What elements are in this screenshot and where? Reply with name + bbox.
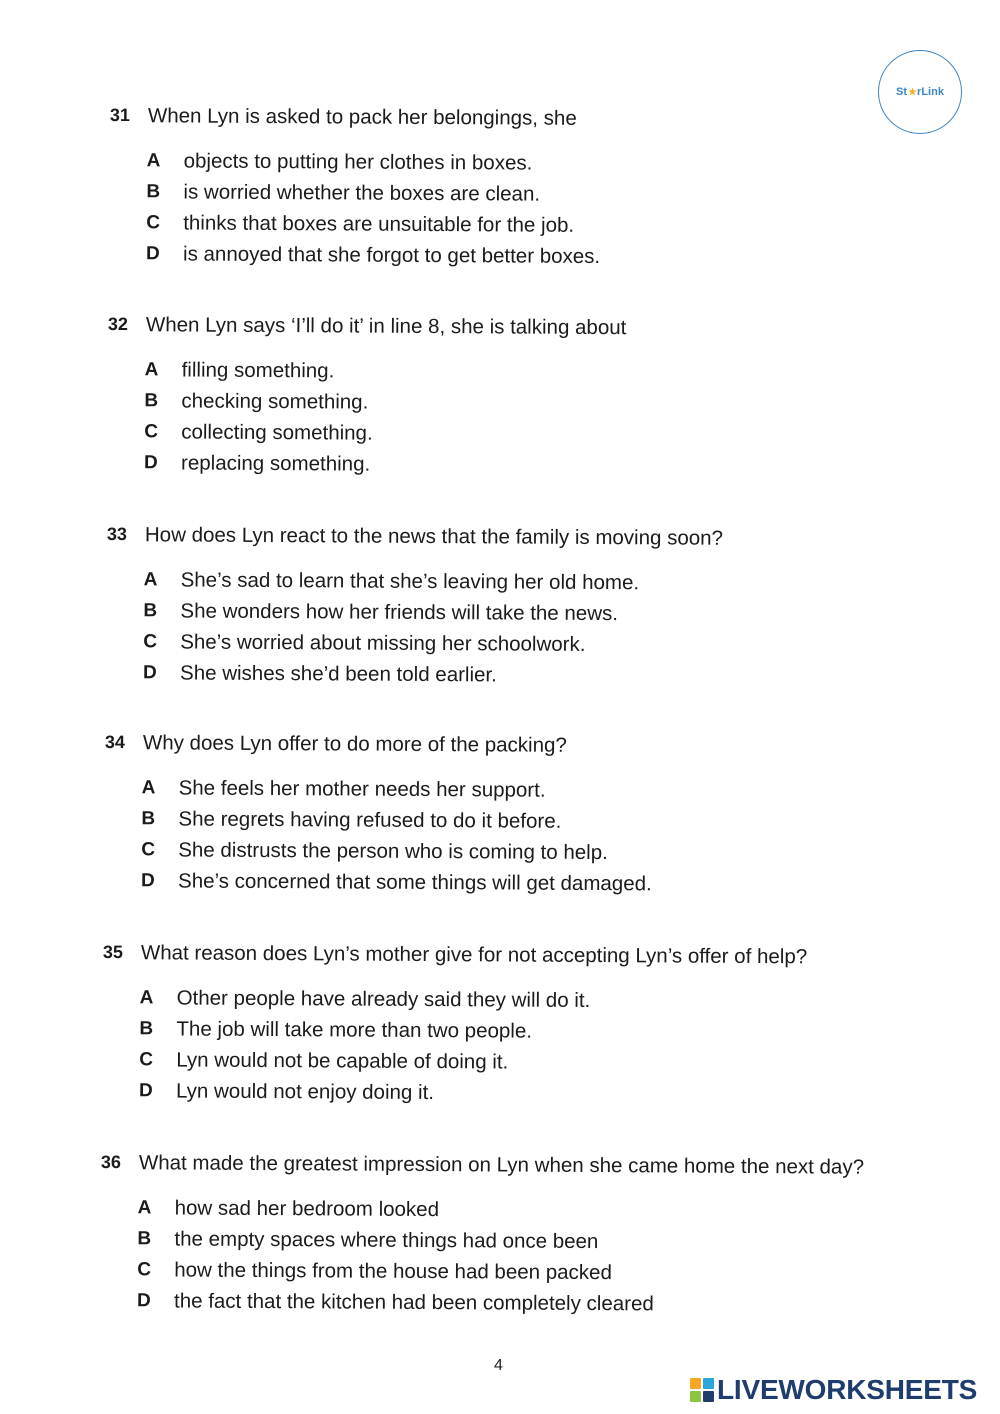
option-letter: B [146, 181, 161, 203]
option-letter: A [144, 359, 159, 381]
question-stem-row [108, 309, 627, 343]
option-text: the fact that the kitchen had been completely cleared [173, 1289, 654, 1316]
question-stem: How does Lyn react to the news that the family is moving soon? [144, 523, 724, 550]
option-letter: C [143, 631, 158, 653]
option-letter: A [146, 150, 161, 172]
question-number: 34 [104, 731, 126, 753]
option-letter: B [137, 1228, 152, 1250]
option-c [143, 626, 722, 661]
icon-tile [703, 1378, 714, 1389]
option-text: She’s concerned that some things will get damaged. [177, 869, 652, 896]
icon-tile [690, 1391, 701, 1402]
question-stem: What made the greatest impression on Lyn when she came home the next day? [138, 1151, 865, 1179]
question-36 [100, 1147, 864, 1321]
option-text: She’s sad to learn that she’s leaving her old home. [180, 568, 640, 595]
option-text: Lyn would not enjoy doing it. [175, 1079, 435, 1105]
option-text: is annoyed that she forgot to get better boxes. [182, 242, 601, 268]
question-34 [104, 727, 653, 899]
option-text: thinks that boxes are unsuitable for the job. [183, 211, 575, 237]
question-stem: Why does Lyn offer to do more of the packing? [142, 731, 567, 757]
question-stem-row [105, 727, 653, 761]
question-stem-row [110, 100, 601, 134]
option-b [141, 803, 652, 837]
question-stem-row [107, 519, 723, 554]
option-c [146, 207, 600, 241]
question-number: 33 [106, 523, 128, 545]
option-text: objects to putting her clothes in boxes. [183, 149, 533, 175]
option-letter: B [139, 1018, 154, 1040]
page-number: 4 [494, 1357, 503, 1374]
question-number: 36 [100, 1151, 122, 1173]
option-letter: C [137, 1259, 152, 1281]
option-letter: D [140, 870, 155, 892]
option-letter: C [139, 1049, 154, 1071]
option-letter: D [142, 662, 157, 684]
option-text: collecting something. [181, 420, 373, 445]
option-c [139, 1044, 806, 1079]
option-letter: B [141, 808, 156, 830]
option-text: Other people have already said they will do it. [176, 986, 591, 1012]
liveworksheets-icon [690, 1378, 714, 1402]
option-d [141, 865, 652, 899]
option-d [137, 1285, 863, 1320]
option-letter: C [144, 421, 159, 443]
answer-options [106, 564, 723, 692]
option-text: how the things from the house had been packed [174, 1258, 612, 1285]
option-letter: D [136, 1290, 151, 1312]
option-b [143, 595, 722, 630]
question-stem-row [103, 937, 807, 972]
option-a [140, 982, 807, 1017]
logo-wordmark [896, 86, 944, 98]
option-text: She regrets having refused to do it before. [178, 807, 562, 833]
option-text: how sad her bedroom looked [174, 1196, 440, 1222]
option-text: She wonders how her friends will take the news. [180, 599, 619, 626]
answer-options [104, 772, 652, 899]
question-number: 32 [107, 313, 129, 335]
option-c [141, 834, 652, 868]
option-c [144, 416, 626, 450]
option-letter: A [139, 987, 154, 1009]
answer-options [109, 145, 601, 272]
option-letter: C [146, 212, 161, 234]
question-number: 35 [102, 941, 124, 963]
option-letter: A [141, 777, 156, 799]
option-a [144, 564, 723, 599]
option-letter: D [145, 243, 160, 265]
question-31 [109, 100, 601, 272]
option-a [147, 145, 601, 179]
option-text: checking something. [181, 389, 369, 414]
question-stem-row [101, 1147, 864, 1183]
question-stem: When Lyn says ‘I’ll do it’ in line 8, she is talking about [145, 313, 627, 340]
option-text: is worried whether the boxes are clean. [183, 180, 541, 206]
question-stem: What reason does Lyn’s mother give for not accepting Lyn’s offer of help? [140, 941, 808, 969]
option-text: the empty spaces where things had once been [174, 1227, 599, 1254]
option-text: She wishes she’d been told earlier. [179, 661, 497, 687]
answer-options [107, 354, 626, 481]
option-letter: A [143, 569, 158, 591]
brand-wordmark: LIVEWORKSHEETS [717, 1374, 978, 1405]
option-a [142, 772, 653, 806]
liveworksheets-brand [690, 1374, 977, 1406]
option-text: filling something. [181, 358, 335, 383]
option-b [144, 385, 626, 419]
option-b [146, 176, 600, 210]
option-b [137, 1223, 863, 1258]
question-number: 31 [109, 104, 131, 126]
starlink-logo [878, 50, 962, 134]
option-text: She distrusts the person who is coming to help. [178, 838, 608, 865]
question-stem: When Lyn is asked to pack her belongings, she [147, 104, 577, 130]
option-letter: D [143, 452, 158, 474]
question-35 [102, 937, 807, 1110]
logo-suffix: rLink [917, 86, 944, 98]
option-text: She’s worried about missing her schoolwork. [180, 630, 586, 656]
option-text: She feels her mother needs her support. [178, 776, 546, 802]
option-b [139, 1013, 806, 1048]
icon-tile [703, 1391, 714, 1402]
option-c [137, 1254, 863, 1289]
option-d [144, 447, 626, 481]
option-text: Lyn would not be capable of doing it. [176, 1048, 509, 1074]
question-33 [106, 519, 723, 692]
option-letter: D [138, 1080, 153, 1102]
question-32 [107, 309, 627, 481]
option-a [138, 1192, 864, 1227]
answer-options [102, 982, 807, 1110]
answer-options [100, 1192, 864, 1321]
option-d [143, 657, 722, 692]
option-letter: B [144, 390, 159, 412]
star-icon [908, 87, 917, 96]
option-text: replacing something. [180, 451, 371, 476]
option-d [139, 1075, 806, 1110]
option-a [145, 354, 627, 388]
option-letter: C [141, 839, 156, 861]
option-letter: A [137, 1197, 152, 1219]
option-text: The job will take more than two people. [176, 1017, 533, 1043]
logo-prefix: St [896, 86, 908, 98]
option-letter: B [143, 600, 158, 622]
icon-tile [690, 1378, 701, 1389]
option-d [146, 238, 600, 272]
